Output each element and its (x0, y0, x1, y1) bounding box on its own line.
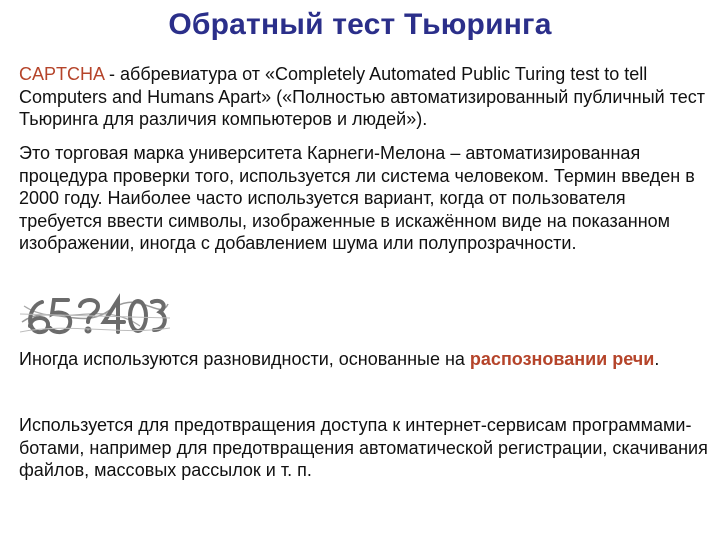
speech-recognition-link[interactable]: распозновании речи (469, 349, 655, 369)
usage-paragraph: Используется для предотвращения доступа к интернет-сервисам программами-ботами, например для предотвращения автоматической регистрации, скачивания файлов, массовых рассылок и т. п. (19, 415, 708, 480)
speech-recognition-text-after: . (654, 349, 660, 369)
trademark-paragraph: Это торговая марка университета Карнеги-Мелона – автоматизированная процедура проверки того, используется ли система человеком. Термин введен в 2000 году. Наиболее часто используется вариант, когда от пользователя требуется ввести символы, изображенные в искажённом виде на показанном изображении, иногда с добавлением шума или полупрозрачности. (19, 143, 695, 253)
captcha-term: CAPTCHA (19, 64, 105, 84)
captcha-definition-paragraph (19, 63, 709, 131)
captcha-definition-text: - аббревиатура от «Completely Automated Public Turing test to tell Computers and Humans Apart» («Полностью автоматизированный публичный тест Тьюринга для различия компьютеров и людей»). (19, 64, 705, 129)
captcha-image (20, 292, 170, 338)
captcha-distorted-text-image (20, 292, 170, 338)
speech-recognition-paragraph (19, 348, 709, 371)
speech-recognition-text-before: Иногда используются разновидности, основанные на (19, 349, 470, 369)
page-title: Обратный тест Тьюринга (168, 8, 552, 41)
